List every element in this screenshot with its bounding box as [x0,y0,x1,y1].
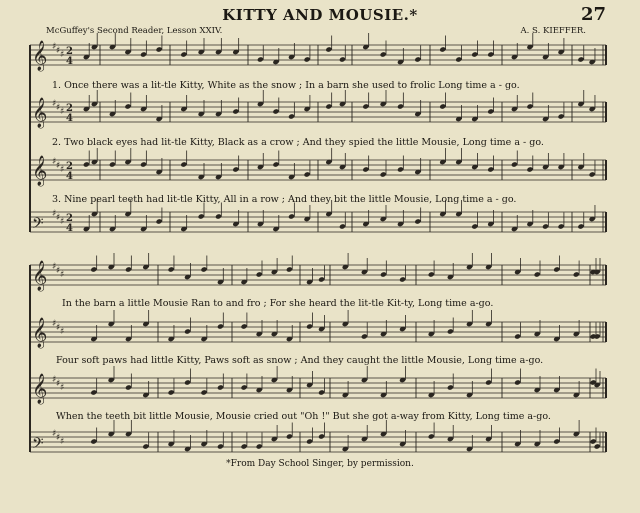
sharp-icon: ♯ [56,213,61,223]
time-signature-top: 2 [66,161,73,172]
song-title: KITTY AND MOUSIE.* [222,6,418,24]
sharp-icon: ♯ [60,383,65,393]
treble-clef-icon: 𝄞 [32,41,48,71]
time-signature-bottom: 4 [66,223,73,234]
treble-clef-icon: 𝄞 [32,318,48,348]
time-signature-bottom: 4 [66,113,73,124]
sharp-icon: ♯ [52,319,57,329]
sharp-icon: ♯ [52,262,57,272]
sharp-icon: ♯ [60,270,65,280]
time-signature-top: 2 [66,103,73,114]
sharp-icon: ♯ [52,157,57,167]
sharp-icon: ♯ [56,46,61,56]
sharp-icon: ♯ [56,379,61,389]
lyric-verse-2-line-2: Four soft paws had little Kitty, Paws soft as snow ; And they caught the little Mousie, Long time a-go. [56,355,544,366]
time-signature-top: 2 [66,213,73,224]
sharp-icon: ♯ [52,209,57,219]
lyric-verse-1-line-2: In the barn a little Mousie Ran to and fro ; For she heard the lit-tle Kit-ty, Long time a-go. [62,298,494,309]
page-number: 27 [580,4,606,25]
time-signature-top: 2 [66,46,73,57]
sharp-icon: ♯ [60,107,65,117]
sharp-icon: ♯ [52,42,57,52]
bass-clef-icon: 𝄢 [32,435,44,456]
sharp-icon: ♯ [56,323,61,333]
time-signature-bottom: 4 [66,56,73,67]
lyric-verse-2-line-1: 2. Two black eyes had lit-tle Kitty, Black as a crow ; And they spied the little Mousie, Long time a - go. [52,137,544,148]
time-signature-bottom: 4 [66,171,73,182]
source-citation: McGuffey's Second Reader, Lesson XXIV. [46,26,223,36]
sharp-icon: ♯ [56,161,61,171]
treble-clef-icon: 𝄞 [32,98,48,128]
composer-credit: A. S. KIEFFER. [520,26,586,36]
sharp-icon: ♯ [60,327,65,337]
sharp-icon: ♯ [60,437,65,447]
footnote: *From Day School Singer, by permission. [226,459,414,469]
sharp-icon: ♯ [60,165,65,175]
treble-clef-icon: 𝄞 [32,261,48,291]
sharp-icon: ♯ [56,103,61,113]
treble-clef-icon: 𝄞 [32,156,48,186]
sharp-icon: ♯ [52,375,57,385]
sharp-icon: ♯ [56,266,61,276]
bass-clef-icon: 𝄢 [32,215,44,236]
sharp-icon: ♯ [52,99,57,109]
sharp-icon: ♯ [52,429,57,439]
sharp-icon: ♯ [60,217,65,227]
lyric-verse-3-line-2: When the teeth bit little Mousie, Mousie cried out "Oh !" But she got a-way from Kitty, Long time a-go. [56,411,551,422]
sharp-icon: ♯ [56,433,61,443]
sharp-icon: ♯ [60,50,65,60]
treble-clef-icon: 𝄞 [32,374,48,404]
lyric-verse-1-line-1: 1. Once there was a lit-tle Kitty, White as the snow ; In a barn she used to frolic Long time a - go. [52,80,520,91]
lyric-verse-3-line-1: 3. Nine pearl teeth had lit-tle Kitty, All in a row ; And they bit the little Mousie, Long time a - go. [52,194,517,205]
